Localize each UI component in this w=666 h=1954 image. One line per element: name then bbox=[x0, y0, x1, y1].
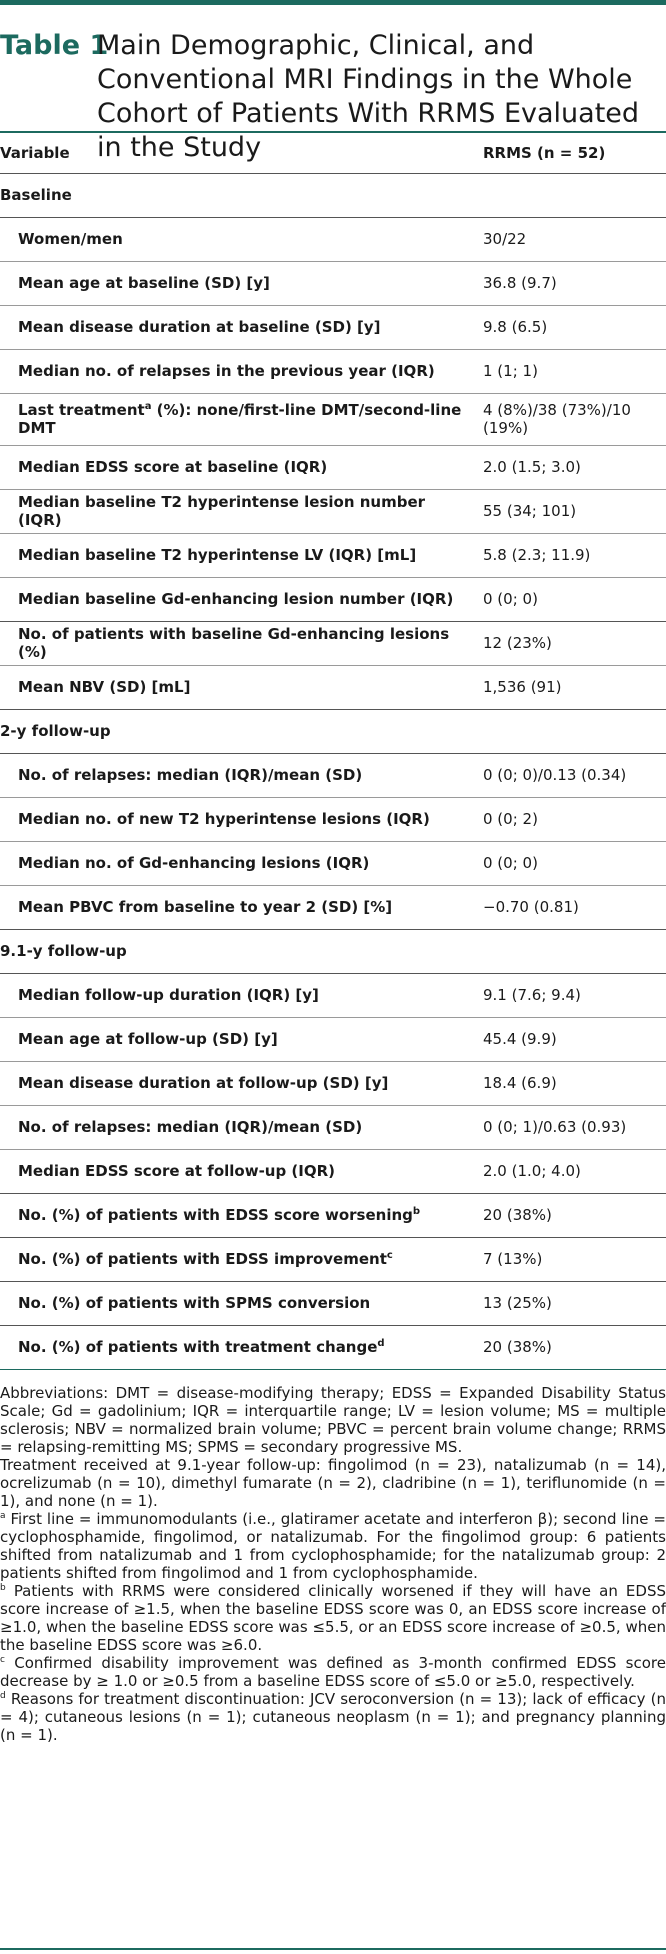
row-value: 1,536 (91) bbox=[483, 665, 666, 709]
row-label: Median baseline T2 hyperintense lesion number (IQR) bbox=[0, 489, 483, 533]
row-label: Mean PBVC from baseline to year 2 (SD) [%] bbox=[0, 885, 483, 929]
table-row bbox=[0, 445, 666, 489]
footnote-d: $^d$ Reasons for treatment discontinuation: JCV seroconversion (n = 13); lack of efficacy (n = 4); cutaneous lesions (n = 1); cutaneous neoplasm (n = 1); and pregnancy planning (n = 1). bbox=[0, 1689, 666, 1744]
table-row bbox=[0, 1017, 666, 1061]
table-row bbox=[0, 1281, 666, 1325]
footnote-a: $^a$ First line = immunomodulants (i.e., glatiramer acetate and interferon β); second line = cyclophosphamide, fingolimod, or natalizumab. For the fingolimod group: 6 patients shifted from natalizumab and 1 from cyclophosphamide; for the natalizumab group: 2 patients shifted from fingolimod and 1 from cyclophosphamide. bbox=[0, 1509, 666, 1582]
table-row bbox=[0, 1193, 666, 1237]
row-value: 4 (8%)/38 (73%)/10 (19%) bbox=[483, 393, 666, 445]
row-value: 5.8 (2.3; 11.9) bbox=[483, 533, 666, 577]
table-row bbox=[0, 393, 666, 445]
row-label: No. of relapses: median (IQR)/mean (SD) bbox=[0, 753, 483, 797]
row-value: 36.8 (9.7) bbox=[483, 261, 666, 305]
table-row bbox=[0, 305, 666, 349]
row-label: No. of relapses: median (IQR)/mean (SD) bbox=[0, 1105, 483, 1149]
row-value: 20 (38%) bbox=[483, 1325, 666, 1369]
row-value: 0 (0; 2) bbox=[483, 797, 666, 841]
row-label: Median EDSS score at follow-up (IQR) bbox=[0, 1149, 483, 1193]
row-label: Mean age at follow-up (SD) [y] bbox=[0, 1017, 483, 1061]
row-value: 2.0 (1.5; 3.0) bbox=[483, 445, 666, 489]
row-value: 12 (23%) bbox=[483, 621, 666, 665]
row-value: 9.8 (6.5) bbox=[483, 305, 666, 349]
table-row bbox=[0, 217, 666, 261]
row-value: 0 (0; 0) bbox=[483, 577, 666, 621]
row-value: 9.1 (7.6; 9.4) bbox=[483, 973, 666, 1017]
row-value: 55 (34; 101) bbox=[483, 489, 666, 533]
row-label: Median baseline T2 hyperintense LV (IQR) [mL] bbox=[0, 533, 483, 577]
row-label: No. (%) of patients with EDSS score worsening$^b$ bbox=[0, 1193, 483, 1237]
table-row bbox=[0, 1325, 666, 1369]
row-label: Last treatment$^a$ (%): none/first-line DMT/second-line DMT bbox=[0, 393, 483, 445]
row-value: −0.70 (0.81) bbox=[483, 885, 666, 929]
section-baseline bbox=[0, 173, 666, 217]
row-value: 13 (25%) bbox=[483, 1281, 666, 1325]
table-row bbox=[0, 753, 666, 797]
row-value: 0 (0; 0) bbox=[483, 841, 666, 885]
row-value: 0 (0; 0)/0.13 (0.34) bbox=[483, 753, 666, 797]
header-variable: Variable bbox=[0, 133, 483, 173]
row-label: Median follow-up duration (IQR) [y] bbox=[0, 973, 483, 1017]
table-row bbox=[0, 1061, 666, 1105]
row-value: 30/22 bbox=[483, 217, 666, 261]
row-value: 45.4 (9.9) bbox=[483, 1017, 666, 1061]
footnote-mark: c bbox=[386, 1250, 393, 1261]
table-row bbox=[0, 885, 666, 929]
table-row bbox=[0, 533, 666, 577]
row-label: Mean disease duration at follow-up (SD) [y] bbox=[0, 1061, 483, 1105]
table-caption: Main Demographic, Clinical, and Conventional MRI Findings in the Whole Cohort of Patients With RRMS Evaluated in the Study bbox=[97, 30, 640, 163]
row-value: 20 (38%) bbox=[483, 1193, 666, 1237]
section-followup-9y bbox=[0, 929, 666, 973]
section-title: 2-y follow-up bbox=[0, 709, 666, 753]
row-value: 18.4 (6.9) bbox=[483, 1061, 666, 1105]
row-label: No. (%) of patients with EDSS improvement$^c$ bbox=[0, 1237, 483, 1281]
row-label: Median EDSS score at baseline (IQR) bbox=[0, 445, 483, 489]
footnote-c: $^c$ Confirmed disability improvement was defined as 3-month confirmed EDSS score decrease by ≥ 1.0 or ≥0.5 from a baseline EDSS score of ≤5.0 or ≥5.0, respectively. bbox=[0, 1653, 666, 1690]
row-label: No. of patients with baseline Gd-enhancing lesions (%) bbox=[0, 621, 483, 665]
table-notes bbox=[0, 1370, 666, 1744]
row-label: No. (%) of patients with SPMS conversion bbox=[0, 1281, 483, 1325]
table-row bbox=[0, 261, 666, 305]
row-label: Mean disease duration at baseline (SD) [y] bbox=[0, 305, 483, 349]
row-value: 2.0 (1.0; 4.0) bbox=[483, 1149, 666, 1193]
row-label: No. (%) of patients with treatment change$^d$ bbox=[0, 1325, 483, 1369]
table-label: Table 1 bbox=[0, 30, 109, 61]
table-row bbox=[0, 489, 666, 533]
footnote-mark: a bbox=[144, 401, 152, 412]
header-value: RRMS (n = 52) bbox=[483, 133, 666, 173]
bottom-rule bbox=[0, 1948, 666, 1950]
abbreviations-note: Abbreviations: DMT = disease-modifying therapy; EDSS = Expanded Disability Status Scale; Gd = gadolinium; IQR = interquartile range; LV = lesion volume; MS = multiple sclerosis; NBV = normalized brain volume; PBVC = percent brain volume change; RRMS = relapsing-remitting MS; SPMS = secondary progressive MS. bbox=[0, 1383, 666, 1456]
footnote-mark: b bbox=[412, 1206, 421, 1217]
table-row bbox=[0, 1149, 666, 1193]
row-label: Median no. of Gd-enhancing lesions (IQR) bbox=[0, 841, 483, 885]
table-row bbox=[0, 665, 666, 709]
footnote-mark: d bbox=[377, 1338, 385, 1349]
table-row bbox=[0, 973, 666, 1017]
table-row bbox=[0, 797, 666, 841]
row-label: Median no. of new T2 hyperintense lesions (IQR) bbox=[0, 797, 483, 841]
section-title: Baseline bbox=[0, 173, 666, 217]
table-row bbox=[0, 1237, 666, 1281]
table-row bbox=[0, 841, 666, 885]
row-label: Women/men bbox=[0, 217, 483, 261]
table-row bbox=[0, 1105, 666, 1149]
row-label: Mean NBV (SD) [mL] bbox=[0, 665, 483, 709]
table-row bbox=[0, 349, 666, 393]
row-value: 7 (13%) bbox=[483, 1237, 666, 1281]
row-label: Mean age at baseline (SD) [y] bbox=[0, 261, 483, 305]
footnote-b: $^b$ Patients with RRMS were considered clinically worsened if they will have an EDSS score increase of ≥1.5, when the baseline EDSS score was 0, an EDSS score increase of ≥1.0, when the baseline EDSS score was ≤5.5, or an EDSS score increase of ≥0.5, when the baseline EDSS score was ≥6.0. bbox=[0, 1581, 666, 1654]
row-value: 1 (1; 1) bbox=[483, 349, 666, 393]
section-followup-2y bbox=[0, 709, 666, 753]
row-value: 0 (0; 1)/0.63 (0.93) bbox=[483, 1105, 666, 1149]
data-table bbox=[0, 133, 666, 1370]
row-label: Median no. of relapses in the previous year (IQR) bbox=[0, 349, 483, 393]
table-row bbox=[0, 621, 666, 665]
table-row bbox=[0, 577, 666, 621]
treatment-note: Treatment received at 9.1-year follow-up: fingolimod (n = 23), natalizumab (n = 14), ocrelizumab (n = 10), dimethyl fumarate (n = 2), cladribine (n = 1), teriflunomide (n = 1), and none (n = 1). bbox=[0, 1455, 666, 1510]
row-label: Median baseline Gd-enhancing lesion number (IQR) bbox=[0, 577, 483, 621]
section-title: 9.1-y follow-up bbox=[0, 929, 666, 973]
